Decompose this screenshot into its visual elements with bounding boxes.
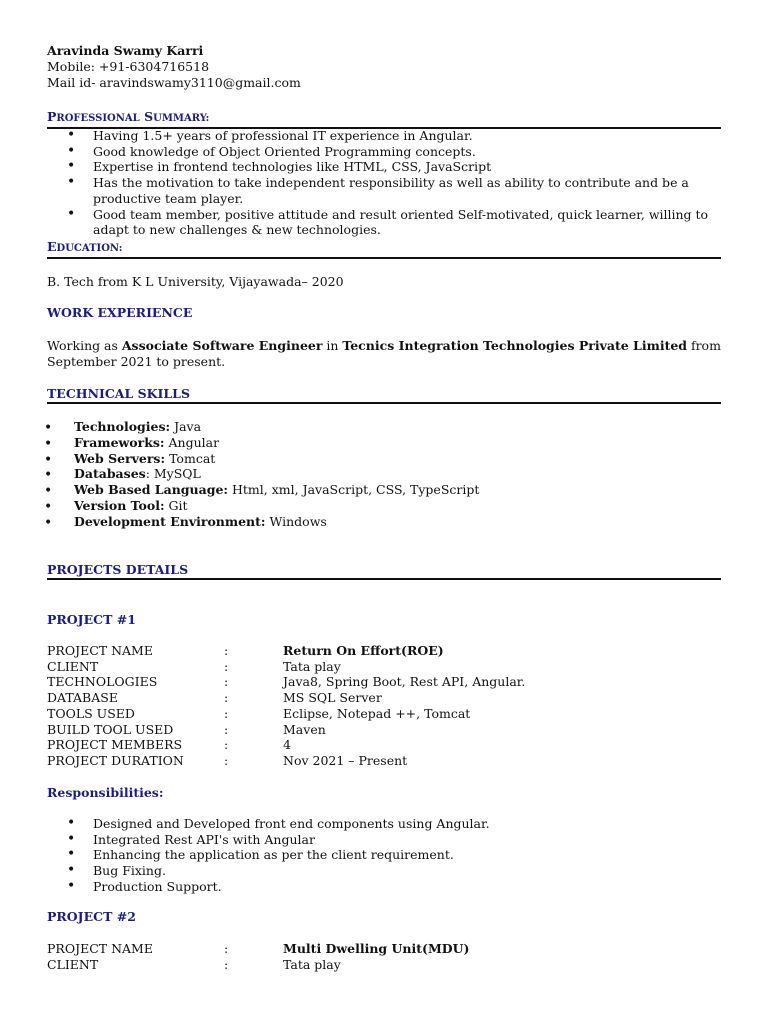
project-1-title: PROJECT #1 <box>47 612 136 627</box>
projects-heading: PROJECTS DETAILS <box>47 562 721 580</box>
table-row: TOOLS USED : Eclipse, Notepad ++, Tomcat <box>47 705 471 721</box>
education-heading: EDUCATION: <box>47 239 721 259</box>
mobile-number: Mobile: +91-6304716518 <box>47 59 210 74</box>
list-item: • Web Based Language: Html, xml, JavaScript, CSS, TypeScript <box>44 482 480 500</box>
skills-heading: TECHNICAL SKILLS <box>47 386 721 404</box>
bullet-icon: • <box>67 158 76 175</box>
list-item: • Development Environment: Windows <box>44 513 327 531</box>
bullet-icon: • <box>44 435 53 452</box>
skills-list <box>44 419 721 531</box>
list-item: • Has the motivation to take independent responsibility as well as ability to contribute and be a productive team player. <box>67 174 689 206</box>
education-text: B. Tech from K L University, Vijayawada– 2020 <box>47 274 344 289</box>
bullet-icon: • <box>67 174 76 191</box>
bullet-icon: • <box>44 498 53 515</box>
list-item: • Databases: MySQL <box>44 466 201 484</box>
list-item: • Production Support. <box>67 877 222 894</box>
responsibilities-list <box>47 816 721 895</box>
project-2-details <box>47 941 721 972</box>
table-row: TECHNOLOGIES : Java8, Spring Boot, Rest API, Angular. <box>47 674 526 690</box>
bullet-icon: • <box>67 142 76 159</box>
list-item: • Expertise in frontend technologies like HTML, CSS, JavaScript <box>67 158 492 175</box>
email-address: Mail id- aravindswamy3110@gmail.com <box>47 75 301 90</box>
list-item: • Integrated Rest API's with Angular <box>67 830 315 847</box>
bullet-icon: • <box>67 846 76 863</box>
table-row: CLIENT : Tata play <box>47 956 341 972</box>
table-row: DATABASE : MS SQL Server <box>47 690 382 706</box>
job-role: Associate Software Engineer <box>121 338 323 353</box>
table-row: PROJECT NAME : Return On Effort(ROE) <box>47 643 444 658</box>
list-item: • Having 1.5+ years of professional IT experience in Angular. <box>67 127 473 143</box>
bullet-icon: • <box>67 877 76 894</box>
list-item: • Good knowledge of Object Oriented Programming concepts. <box>67 142 476 159</box>
bullet-icon: • <box>44 420 53 436</box>
project-2-title: PROJECT #2 <box>47 909 136 924</box>
work-text: Working as Associate Software Engineer in Tecnics Integration Technologies Private Limited from September 2021 to present. <box>47 338 721 369</box>
bullet-icon: • <box>44 467 53 484</box>
bullet-icon: • <box>67 862 76 879</box>
list-item: • Bug Fixing. <box>67 862 166 879</box>
table-row: CLIENT : Tata play <box>47 658 341 674</box>
bullet-icon: • <box>67 830 76 847</box>
summary-list <box>47 128 721 238</box>
bullet-icon: • <box>67 205 76 222</box>
table-row: PROJECT DURATION : Nov 2021 – Present <box>47 752 408 768</box>
summary-heading: PROFESSIONAL SUMMARY: <box>47 109 721 129</box>
list-item: • Version Tool: Git <box>44 497 188 515</box>
table-row: BUILD TOOL USED : Maven <box>47 721 326 737</box>
bullet-icon: • <box>44 451 53 468</box>
list-item: • Web Servers: Tomcat <box>44 450 216 468</box>
list-item: • Designed and Developed front end components using Angular. <box>67 815 490 831</box>
bullet-icon: • <box>44 514 53 531</box>
responsibilities-heading: Responsibilities: <box>47 785 164 800</box>
list-item: • Technologies: Java <box>44 419 202 436</box>
list-item: • Frameworks: Angular <box>44 434 220 452</box>
bullet-icon: • <box>67 815 76 831</box>
table-row: PROJECT NAME : Multi Dwelling Unit(MDU) <box>47 941 470 956</box>
bullet-icon: • <box>67 127 76 143</box>
company-name: Tecnics Integration Technologies Private Limited <box>342 338 688 353</box>
work-heading: WORK EXPERIENCE <box>47 305 193 320</box>
candidate-name: Aravinda Swamy Karri <box>47 43 204 58</box>
list-item: • Enhancing the application as per the client requirement. <box>67 846 454 863</box>
bullet-icon: • <box>44 483 53 500</box>
project-1-details <box>47 643 721 769</box>
table-row: PROJECT MEMBERS : 4 <box>47 737 291 753</box>
list-item: • Good team member, positive attitude and result oriented Self-motivated, quick learner, willing to adapt to new challenges & new technologies. <box>67 205 709 238</box>
